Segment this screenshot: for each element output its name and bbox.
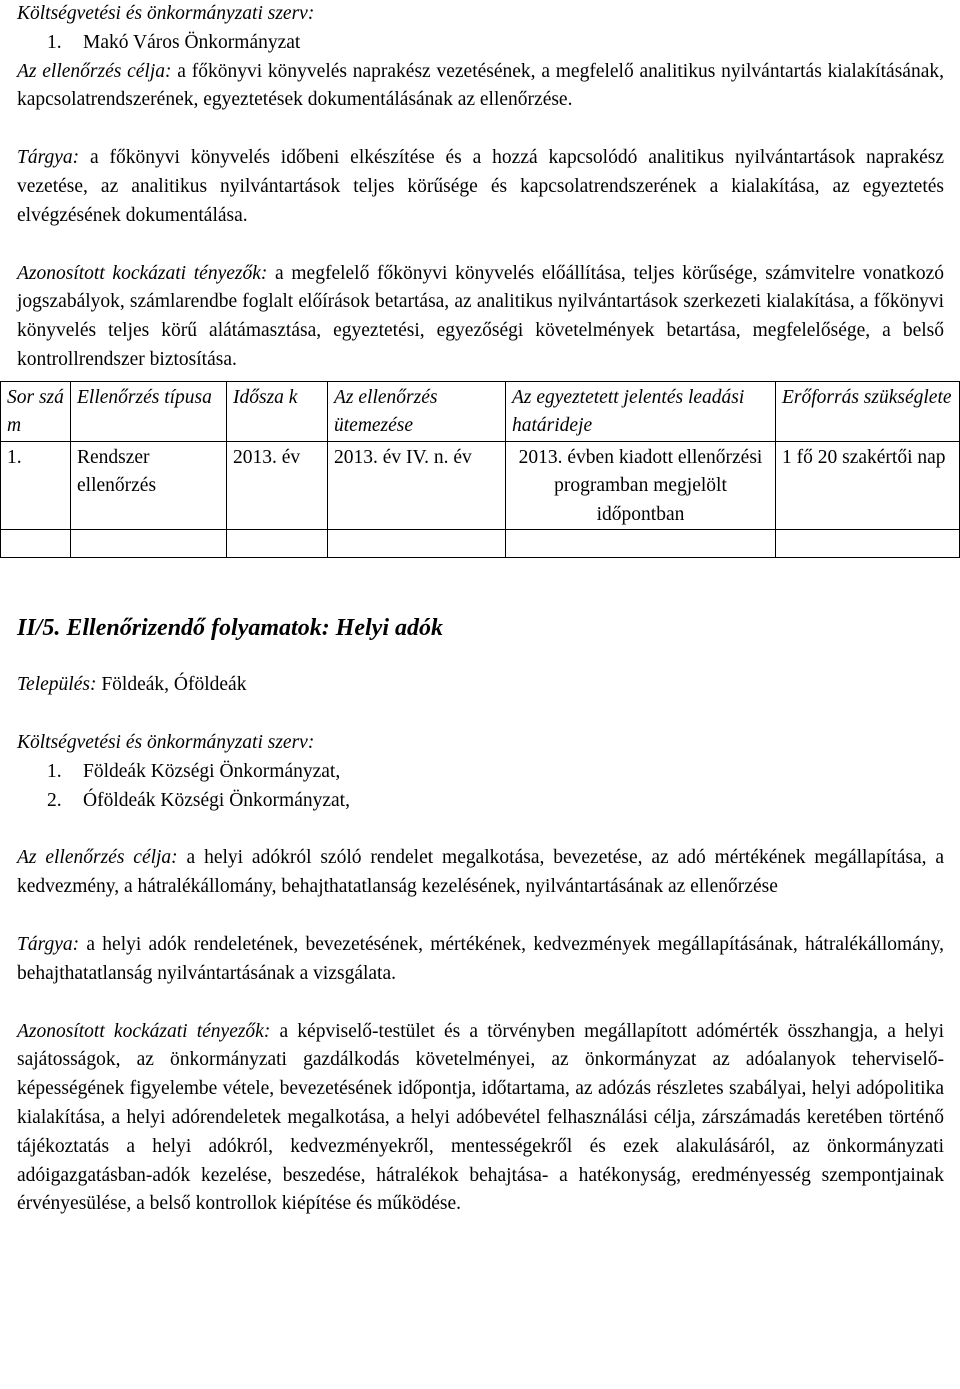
subject-paragraph: Tárgya: a főkönyvi könyvelés időbeni elkészítése és a hozzá kapcsolódó analitikus nyilvántartások naprakész vezetése, az analitikus nyilvántartások teljes körűsége és kapcsolatrendszerének a kialakítása, az egyeztetés elvégzésének dokumentálása. <box>17 147 944 226</box>
table-cell <box>506 530 776 558</box>
spacer <box>17 989 944 1018</box>
header-cell: Az ellenőrzés ütemezése <box>328 381 506 441</box>
org-label: Költségvetési és önkormányzati szerv: <box>17 732 315 754</box>
spacer <box>17 231 944 260</box>
document-page <box>7 0 952 1219</box>
table-cell <box>776 530 960 558</box>
settlement-line: Település: Földeák, Óföldeák <box>17 674 247 696</box>
risk-paragraph: Azonosított kockázati tényezők: a képviselő-testület és a törvényben megállapított adómérték összhangja, a helyi sajátosságok, az önkormányzati gazdálkodás követelményei, az önkormányzat az adóalanyok teherviselő-képességének figyelembe vétele, bevezetésének időpontja, időtartama, az adózás részletes szabályai, helyi adópolitika kialakítása, a helyi adórendeletek megalkotása, a helyi adóbevétel felhasználási célja, zárszámadás keretében történő tájékoztatás a helyi adókról, kedvezményekről, mentességekről és ezek alakulásáról, az önkormányzati adóigazgatásban-adók kezelése, beszedése, hátralékok behajtása- a hatékonyság, eredményesség szempontjainak érvényesülése, a belső kontrollok kiépítése és működése. <box>17 1020 944 1215</box>
table-empty-row <box>1 530 960 558</box>
spacer <box>17 902 944 931</box>
header-cell: Ellenőrzés típusa <box>71 381 227 441</box>
table-cell: 2013. év IV. n. év <box>328 441 506 530</box>
org-label: Költségvetési és önkormányzati szerv: <box>17 3 315 24</box>
spacer <box>17 115 944 144</box>
header-cell: Sor szá m <box>1 381 71 441</box>
goal-paragraph: Az ellenőrzés célja: a főkönyvi könyvelés naprakész vezetésének, a megfelelő analitikus nyilvántartás kialakításának, kapcsolatrendszerének, egyeztetések dokumentálásának az ellenőrzése. <box>17 60 944 111</box>
spacer <box>17 700 944 729</box>
subject-paragraph: Tárgya: a helyi adók rendeletének, bevezetésének, mértékének, kedvezmények megállapításának, hátralékállomány, behajthatatlanság nyilvántartásának a vizsgálata. <box>17 934 944 984</box>
spacer <box>17 815 944 844</box>
org-item: 1. Földeák Községi Önkormányzat, <box>47 760 341 782</box>
spacer <box>17 645 944 671</box>
risk-paragraph: Azonosított kockázati tényezők: a megfelelő főkönyvi könyvelés előállítása, teljes körűsége, számvitelre vonatkozó jogszabályok, számlarendbe foglalt előírások betartása, az analitikus nyilvántartások szerkezeti kialakítása, a főkönyvi könyvelés teljes körű alátámasztása, egyeztetési, egyezőségi követelmények betartása, megfelelősége, a belső kontrollrendszer biztosítása. <box>17 262 944 370</box>
goal-paragraph: Az ellenőrzés célja: a helyi adókról szóló rendelet megalkotása, bevezetése, az adó mértékének megállapítása, a kedvezmény, a hátralékállomány, behajthatatlanság kezelésének, nyilvántartásának az ellenőrzése <box>17 847 944 898</box>
table-cell <box>328 530 506 558</box>
table-cell <box>1 530 71 558</box>
table-cell <box>227 530 328 558</box>
control-table <box>0 381 960 559</box>
table-header-row <box>1 381 960 441</box>
section-heading: II/5. Ellenőrizendő folyamatok: Helyi adók <box>17 615 443 642</box>
org-item: 1. Makó Város Önkormányzat <box>47 31 301 53</box>
header-cell: Az egyeztetett jelentés leadási határideje <box>506 381 776 441</box>
table-cell: 2013. évben kiadott ellenőrzési programban megjelölt időpontban <box>506 441 776 530</box>
header-cell: Idősza k <box>227 381 328 441</box>
table-cell: 1. <box>1 441 71 530</box>
table-row <box>1 441 960 530</box>
org-item: 2. Óföldeák Községi Önkormányzat, <box>47 789 350 811</box>
table-cell: Rendszer ellenőrzés <box>71 441 227 530</box>
table-cell: 2013. év <box>227 441 328 530</box>
header-cell: Erőforrás szükséglete <box>776 381 960 441</box>
table-cell <box>71 530 227 558</box>
table-cell: 1 fő 20 szakértői nap <box>776 441 960 530</box>
